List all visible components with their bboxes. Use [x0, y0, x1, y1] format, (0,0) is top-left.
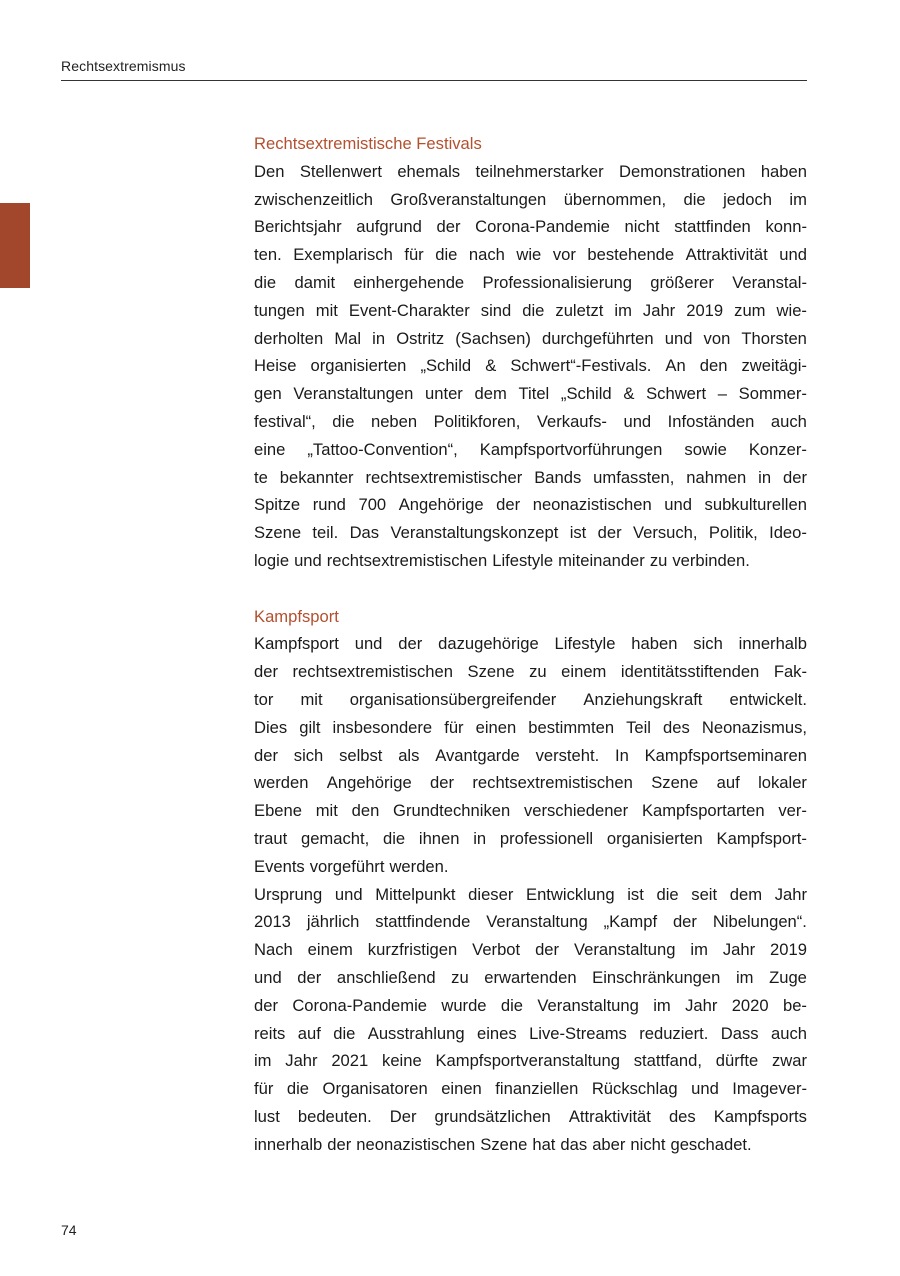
text-line: 2013 jährlich stattfindende Veranstaltung „Kampf der Nibelungen“. [254, 912, 807, 932]
section-heading: Kampfsport [254, 606, 339, 626]
paragraph [254, 881, 807, 1159]
paragraph [254, 158, 807, 575]
text-line: Berichtsjahr aufgrund der Corona-Pandemie nicht stattfinden konn- [254, 217, 807, 237]
text-line: die damit einhergehende Professionalisierung größerer Veranstal- [254, 272, 807, 292]
text-line: festival“, die neben Politikforen, Verkaufs- und Infoständen auch [254, 411, 807, 431]
text-line: reits auf die Ausstrahlung eines Live-Streams reduziert. Dass auch [254, 1023, 807, 1043]
text-line: Ebene mit den Grundtechniken verschiedener Kampfsportarten ver- [254, 801, 807, 821]
running-header: Rechtsextremismus [61, 58, 186, 74]
paragraph [254, 630, 807, 880]
text-line: zwischenzeitlich Großveranstaltungen übernommen, die jedoch im [254, 189, 807, 209]
text-line: der Corona-Pandemie wurde die Veranstaltung im Jahr 2020 be- [254, 995, 807, 1015]
section-heading: Rechtsextremistische Festivals [254, 134, 482, 153]
text-line: und der anschließend zu erwartenden Einschränkungen im Zuge [254, 967, 807, 987]
text-line: im Jahr 2021 keine Kampfsportveranstaltung stattfand, dürfte zwar [254, 1051, 807, 1071]
text-line: Ursprung und Mittelpunkt dieser Entwicklung ist die seit dem Jahr [254, 884, 807, 904]
text-line: Den Stellenwert ehemals teilnehmerstarker Demonstrationen haben [254, 161, 807, 181]
section-gap [254, 575, 807, 603]
text-line: werden Angehörige der rechtsextremistischen Szene auf lokaler [254, 773, 807, 793]
text-line: für die Organisatoren einen finanziellen Rückschlag und Imagever- [254, 1079, 807, 1099]
text-line: Events vorgeführt werden. [254, 856, 449, 876]
text-line: der rechtsextremistischen Szene zu einem identitätsstiftenden Fak- [254, 662, 807, 682]
text-line: derholten Mal in Ostritz (Sachsen) durchgeführten und von Thorsten [254, 328, 807, 348]
text-line: der sich selbst als Avantgarde versteht. In Kampfsportseminaren [254, 745, 807, 765]
page-number: 74 [61, 1222, 77, 1238]
text-line: traut gemacht, die ihnen in professionell organisierten Kampfsport- [254, 828, 807, 848]
text-line: gen Veranstaltungen unter dem Titel „Schild & Schwert – Sommer- [254, 384, 807, 404]
text-line: ten. Exemplarisch für die nach wie vor bestehende Attraktivität und [254, 245, 807, 265]
header-rule [61, 80, 807, 81]
text-line: logie und rechtsextremistischen Lifestyle miteinander zu verbinden. [254, 550, 750, 570]
text-line: tungen mit Event-Charakter sind die zuletzt im Jahr 2019 zum wie- [254, 300, 807, 320]
text-line: eine „Tattoo-Convention“, Kampfsportvorführungen sowie Konzer- [254, 439, 807, 459]
text-line: Kampfsport und der dazugehörige Lifestyle haben sich innerhalb [254, 634, 807, 654]
text-line: lust bedeuten. Der grundsätzlichen Attraktivität des Kampfsports [254, 1106, 807, 1126]
text-line: Nach einem kurzfristigen Verbot der Veranstaltung im Jahr 2019 [254, 940, 807, 960]
text-line: Spitze rund 700 Angehörige der neonazistischen und subkulturellen [254, 495, 807, 515]
body-text [254, 130, 807, 1158]
text-line: innerhalb der neonazistischen Szene hat das aber nicht geschadet. [254, 1134, 752, 1154]
text-line: tor mit organisationsübergreifender Anziehungskraft entwickelt. [254, 689, 807, 709]
text-line: te bekannter rechtsextremistischer Bands umfassten, nahmen in der [254, 467, 807, 487]
text-line: Dies gilt insbesondere für einen bestimmten Teil des Neonazismus, [254, 717, 807, 737]
text-line: Szene teil. Das Veranstaltungskonzept ist der Versuch, Politik, Ideo- [254, 523, 807, 543]
chapter-side-tab [0, 203, 30, 288]
text-line: Heise organisierten „Schild & Schwert“-Festivals. An den zweitägi- [254, 356, 807, 376]
